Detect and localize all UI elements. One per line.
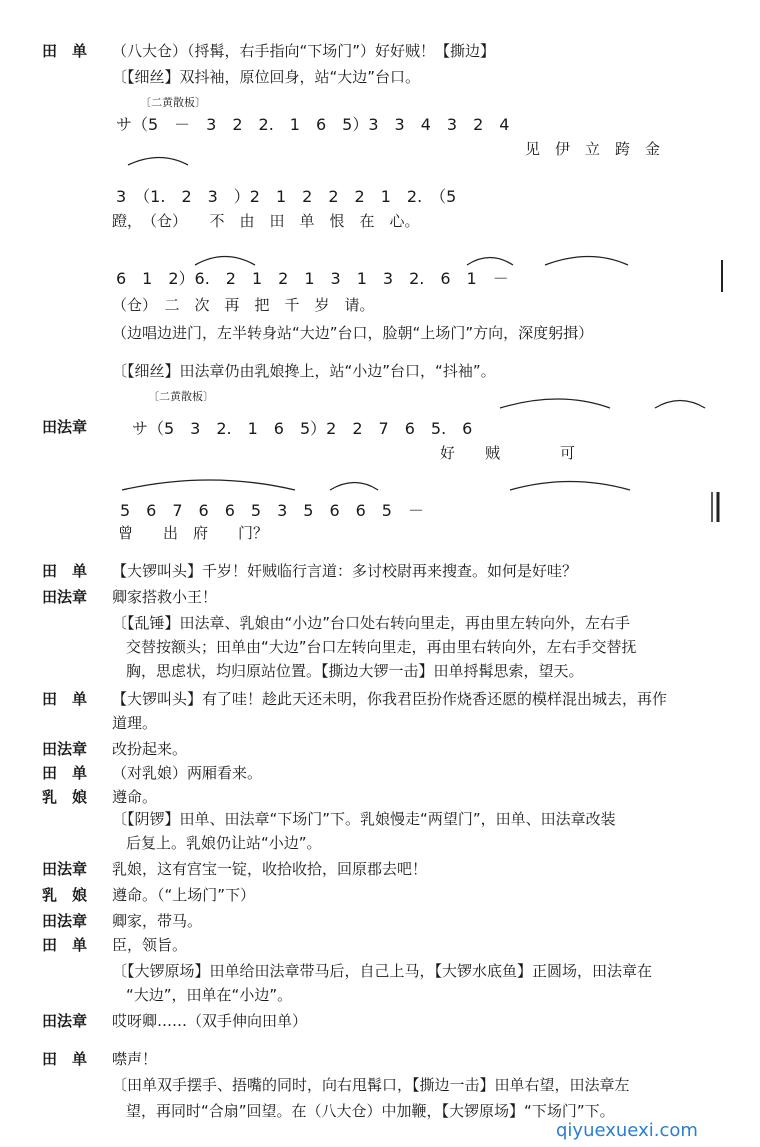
speaker-label: 田法章 <box>42 1012 88 1030</box>
notation-line: 3 （1. 2 3 ）2 1 2 2 2 1 2. （5 <box>116 187 457 206</box>
speaker-label: 田 单 <box>42 562 88 580</box>
notation-line: 5 6 7 6 6 5 3 5 6 6 5 － <box>120 501 424 520</box>
dialogue-line: 乳娘，这有宫宝一锭，收拾收拾，回原郡去吧！ <box>112 860 428 878</box>
dialogue-line: 噤声！ <box>112 1050 158 1068</box>
stage-direction: 〔【细丝】双抖袖，原位回身，站“大边”台口。 <box>112 68 421 86</box>
speaker-label: 田 单 <box>42 936 88 954</box>
speaker-label: 田 单 <box>42 690 88 708</box>
slur <box>128 158 188 166</box>
stage-direction: “大边”，田单在“小边”。 <box>126 986 293 1004</box>
dialogue-line: 改扮起来。 <box>112 740 188 758</box>
notation-line: サ（5 3 2. 1 6 5）2 2 7 6 5. 6 <box>132 419 473 438</box>
slur <box>500 399 610 408</box>
stage-direction: 〔【乱锤】田法章、乳娘由“小边”台口处右转向里走，再由里左转向外，左右手 <box>112 614 631 632</box>
stage-direction: 〔【阴锣】田单、田法章“下场门”下。乳娘慢走“两望门”，田单、田法章改装 <box>112 810 616 828</box>
slur <box>122 480 295 490</box>
speaker-label: 田法章 <box>42 860 88 878</box>
speaker-label: 田法章 <box>42 740 88 758</box>
stage-direction: 胸，思虑状，均归原站位置。【撕边大锣一击】田单捋髯思索，望天。 <box>126 662 584 680</box>
stage-direction: （边唱边进门，左半转身站“大边”台口，脸朝“上场门”方向，深度躬揖） <box>112 324 594 342</box>
speaker-label: 乳 娘 <box>42 886 88 904</box>
stage-direction: 交替按额头；田单由“大边”台口左转向里走，再由里右转向外，左右手交替抚 <box>126 638 637 656</box>
lyric-line: 好 贼 可 <box>440 444 576 462</box>
stage-direction: 后复上。乳娘仍让站“小边”。 <box>126 834 322 852</box>
dialogue-line: 卿家搭救小王！ <box>112 588 218 606</box>
slur <box>330 483 378 491</box>
dialogue-line: 臣，领旨。 <box>112 936 188 954</box>
dialogue-line: 【大锣叫头】千岁！奸贼临行言道：多讨校尉再来搜查。如何是好哇？ <box>112 562 578 580</box>
slur <box>467 258 513 266</box>
dialogue-line: 道理。 <box>112 714 158 732</box>
slur <box>510 482 630 491</box>
watermark: qiyuexuexi.com <box>556 1120 698 1141</box>
dialogue-line: （对乳娘）两厢看来。 <box>112 764 263 782</box>
stage-direction: 〔田单双手摆手、捂嘴的同时，向右甩髯口，【撕边一击】田单右望，田法章左 <box>112 1076 630 1094</box>
speaker-label: 田法章 <box>42 588 88 606</box>
slur <box>545 257 628 266</box>
dialogue-line: （八大仓）（捋髯，右手指向“下场门”）好好贼！【撕边】 <box>112 42 496 60</box>
tune-label: 〔二黄散板〕 <box>148 390 214 403</box>
speaker-label: 田法章 <box>42 912 88 930</box>
lyric-line: （仓） 二 次 再 把 千 岁 请。 <box>112 296 375 314</box>
dialogue-line: 【大锣叫头】有了哇！趁此天还未明，你我君臣扮作烧香还愿的模样混出城去，再作 <box>112 690 668 708</box>
speaker-label: 田 单 <box>42 42 88 60</box>
dialogue-line: 哎呀卿……（双手伸向田单） <box>112 1012 308 1030</box>
stage-direction: 〔【细丝】田法章仍由乳娘搀上，站“小边”台口，“抖袖”。 <box>112 362 496 380</box>
tune-label: 〔二黄散板〕 <box>140 96 206 109</box>
notation-line: 6 1 2）6. 2 1 2 1 3 1 3 2. 6 1 － <box>116 269 509 288</box>
dialogue-line: 遵命。 <box>112 788 158 806</box>
dialogue-line: 卿家，带马。 <box>112 912 203 930</box>
stage-direction: 〔【大锣原场】田单给田法章带马后，自己上马，【大锣水底鱼】正圆场，田法章在 <box>112 962 653 980</box>
lyric-line: 蹬， （仓） 不 由 田 单 恨 在 心。 <box>112 212 420 230</box>
lyric-line: 见 伊 立 跨 金 <box>525 140 661 158</box>
speaker-label: 田法章 <box>42 418 88 436</box>
dialogue-line: 遵命。（“上场门”下） <box>112 886 256 904</box>
speaker-label: 田 单 <box>42 1050 88 1068</box>
slur <box>655 401 705 409</box>
stage-direction: 望，再同时“合扇”回望。在（八大仓）中加鞭，【大锣原场】“下场门”下。 <box>126 1102 615 1120</box>
notation-line: サ（5 － 3 2 2. 1 6 5）3 3 4 3 2 4 <box>116 115 510 134</box>
slur <box>195 257 255 266</box>
speaker-label: 田 单 <box>42 764 88 782</box>
lyric-line: 曾 出 府 门？ <box>118 524 269 542</box>
speaker-label: 乳 娘 <box>42 788 88 806</box>
